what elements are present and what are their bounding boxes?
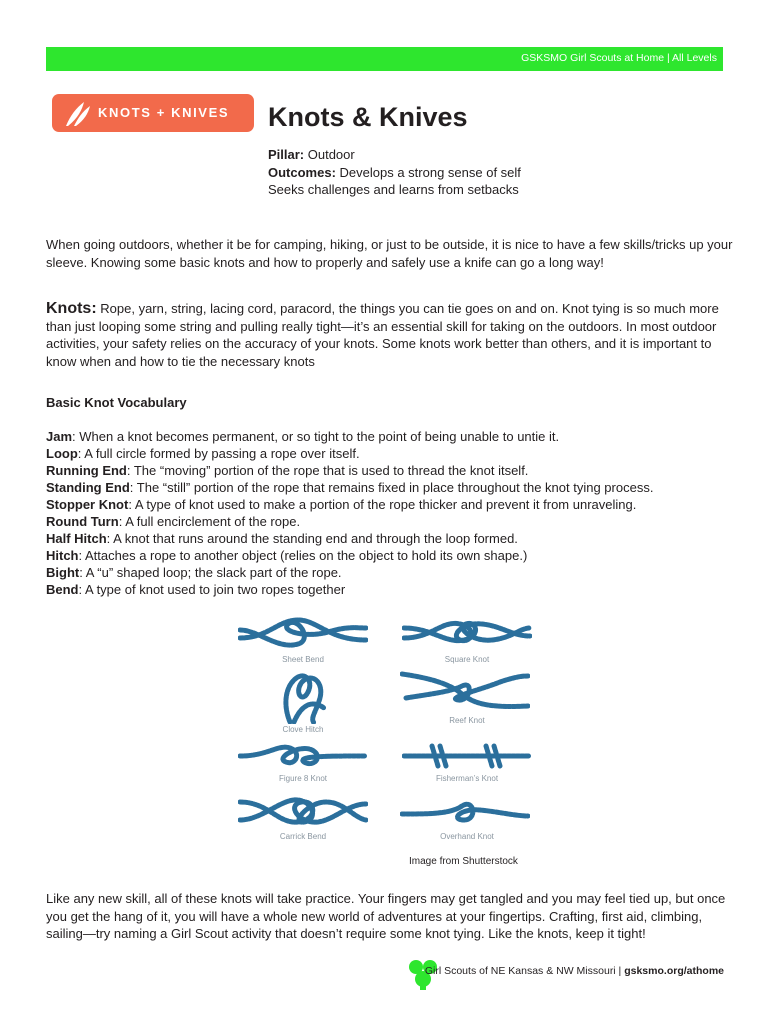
vocab-term: Bight: [46, 565, 80, 580]
footer-org: Girl Scouts of NE Kansas & NW Missouri |: [424, 965, 625, 977]
outcomes-label: Outcomes:: [268, 164, 336, 180]
vocab-item: [46, 445, 653, 462]
knot-caption: Reef Knot: [449, 716, 485, 725]
vocab-def: : A “u” shaped loop; the slack part of the rope.: [79, 565, 342, 580]
overhand-knot-image: [400, 794, 530, 828]
clove-hitch-image: [280, 668, 330, 724]
vocab-def: : When a knot becomes permanent, or so tight to the point of being unable to untie it.: [72, 429, 560, 444]
figure-8-knot-image: [238, 740, 368, 770]
vocab-def: : The “still” portion of the rope that remains fixed in place throughout the knot tying process.: [129, 480, 654, 495]
header-bar: [46, 47, 723, 71]
sheet-bend-image: [238, 610, 368, 654]
vocab-item: [46, 547, 653, 564]
outcomes-value-2: Seeks challenges and learns from setbacks: [268, 182, 519, 197]
header-bar-text: GSKSMO Girl Scouts at Home | All Levels: [521, 52, 717, 64]
pillar-value: Outdoor: [304, 147, 355, 162]
feather-icon: [62, 100, 92, 128]
pillar-label: Pillar:: [268, 147, 305, 162]
vocab-term: Bend: [46, 582, 79, 597]
vocab-def: : A type of knot used to join two ropes together: [78, 582, 346, 597]
knots-heading: Knots:: [46, 300, 97, 317]
carrick-bend-image: [238, 794, 368, 828]
knot-caption: Overhand Knot: [440, 832, 494, 841]
reef-knot-image: [400, 668, 530, 712]
vocab-term: Standing End: [46, 480, 130, 495]
intro-paragraph: When going outdoors, whether it be for camping, hiking, or just to be outside, it is nice to have a few skills/tricks up your sleeve. Knowing some basic knots and how to properly and safely use a knife can go a long way!: [46, 237, 733, 270]
vocab-item: [46, 462, 653, 479]
footer: [425, 965, 724, 977]
closing-paragraph: Like any new skill, all of these knots will take practice. Your fingers may get tangled and you may feel tied up, but once you get the hang of it, you will have a whole new world of adventures at your fingertips. Crafting, first aid, climbing, sailing—try naming a Girl Scout activity that doesn’t require some knot tying. Like the knots, keep it tight!: [46, 891, 726, 941]
fishermans-knot-image: [402, 740, 532, 770]
knots-knives-badge: [52, 94, 254, 132]
badge-label: KNOTS + KNIVES: [98, 105, 230, 120]
vocab-list: [46, 428, 653, 598]
vocab-title: Basic Knot Vocabulary: [46, 395, 187, 410]
vocab-item: [46, 530, 653, 547]
knot-caption: Clove Hitch: [282, 725, 324, 734]
image-credit: Image from Shutterstock: [409, 856, 518, 867]
knot-caption: Carrick Bend: [279, 832, 327, 841]
vocab-item: [46, 496, 653, 513]
footer-url[interactable]: gsksmo.org/athome: [624, 965, 724, 977]
knots-text: Rope, yarn, string, lacing cord, paracord, the things you can tie goes on and on. Knot tying is so much more than just looping some string and pulling really tight—it’s an essential skill for taking on the outdoors. In most outdoor activities, your safety relies on the accuracy of your knots. Some knots work better than others, and it is important to know when and how to tie the necessary knots: [46, 301, 719, 369]
vocab-item: [46, 564, 653, 581]
meta-block: [268, 146, 521, 199]
vocab-term: Running End: [46, 463, 127, 478]
vocab-def: : A knot that runs around the standing end and through the loop formed.: [106, 531, 518, 546]
knot-caption: Fisherman’s Knot: [435, 774, 499, 783]
vocab-term: Loop: [46, 446, 78, 461]
vocab-def: : A full encirclement of the rope.: [118, 514, 301, 529]
knot-caption: Square Knot: [444, 655, 490, 664]
vocab-term: Half Hitch: [46, 531, 107, 546]
vocab-term: Jam: [46, 429, 73, 444]
vocab-term: Stopper Knot: [46, 497, 129, 512]
vocab-item: [46, 581, 653, 598]
vocab-def: : A full circle formed by passing a rope over itself.: [77, 446, 360, 461]
vocab-item: [46, 428, 653, 445]
vocab-def: : The “moving” portion of the rope that is used to thread the knot itself.: [126, 463, 529, 478]
square-knot-image: [402, 614, 532, 650]
vocab-def: : Attaches a rope to another object (relies on the object to hold its own shape.): [78, 548, 528, 563]
vocab-def: : A type of knot used to make a portion of the rope thicker and prevent it from unraveling.: [128, 497, 637, 512]
outcomes-value: Develops a strong sense of self: [335, 164, 521, 180]
knot-caption: Figure 8 Knot: [278, 774, 328, 783]
vocab-item: [46, 513, 653, 530]
vocab-term: Hitch: [46, 548, 79, 563]
knot-caption: Sheet Bend: [282, 655, 324, 664]
page-title: Knots & Knives: [268, 102, 468, 132]
vocab-item: [46, 479, 653, 496]
vocab-term: Round Turn: [46, 514, 119, 529]
knots-paragraph: [46, 300, 736, 370]
